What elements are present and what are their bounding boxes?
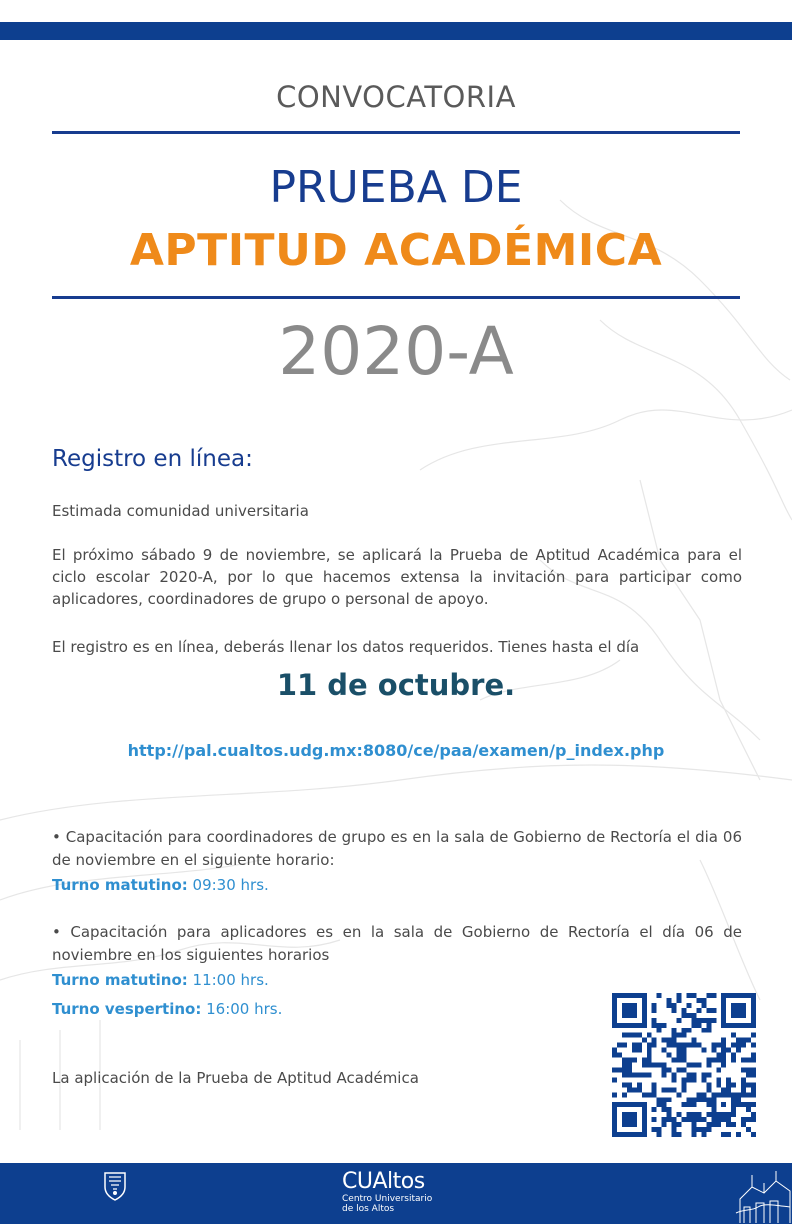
shift-applicators-morning [52, 971, 269, 989]
training-applicators-text: • Capacitación para aplicadores es en la sala de Gobierno de Rectoría el día 06 de noviembre en los siguientes horarios [52, 923, 742, 964]
shift-label: Turno matutino: [52, 876, 188, 894]
brand-subtitle-1: Centro Universitario [342, 1194, 433, 1204]
closing-text: La aplicación de la Prueba de Aptitud Académica [52, 1069, 419, 1087]
divider-bottom [52, 296, 740, 299]
section-heading: Registro en línea: [52, 446, 253, 472]
brand-name: CUAltos [342, 1169, 425, 1194]
title-line-1: PRUEBA DE [269, 162, 523, 213]
register-paragraph: El registro es en línea, deberás llenar los datos requeridos. Tienes hasta el día [52, 638, 640, 656]
shift-label: Turno matutino: [52, 971, 188, 989]
qr-code-icon[interactable] [612, 993, 756, 1137]
shift-label: Turno vespertino: [52, 1000, 202, 1018]
deadline-date: 11 de octubre. [276, 668, 516, 702]
shift-applicators-evening [52, 1000, 282, 1018]
brand-subtitle-2: de los Altos [342, 1204, 395, 1214]
university-crest-icon [103, 1171, 127, 1201]
convocatoria-label: CONVOCATORIA [276, 80, 516, 114]
title-line-2: APTITUD ACADÉMICA [129, 225, 663, 276]
shift-time: 09:30 hrs. [187, 876, 269, 894]
cualtos-logo [342, 1170, 432, 1214]
greeting-text: Estimada comunidad universitaria [52, 502, 309, 520]
building-sketch-icon [734, 1163, 792, 1224]
training-coordinators-text: • Capacitación para coordinadores de grupo es en la sala de Gobierno de Rectoría el dia 06 de noviembre en el siguiente horario: [52, 828, 742, 869]
top-bar [0, 22, 792, 40]
shift-time: 11:00 hrs. [187, 971, 269, 989]
registration-link[interactable]: http://pal.cualtos.udg.mx:8080/ce/paa/examen/p_index.php [127, 741, 665, 760]
divider-top [52, 131, 740, 134]
cycle-year: 2020-A [278, 313, 514, 390]
intro-paragraph: El próximo sábado 9 de noviembre, se aplicará la Prueba de Aptitud Académica para el ciclo escolar 2020-A, por lo que hacemos extensa la invitación para participar como aplicadores, coordinadores de grupo o personal de apoyo. [52, 546, 742, 608]
shift-coordinators-morning [52, 876, 269, 894]
shift-time: 16:00 hrs. [201, 1000, 283, 1018]
